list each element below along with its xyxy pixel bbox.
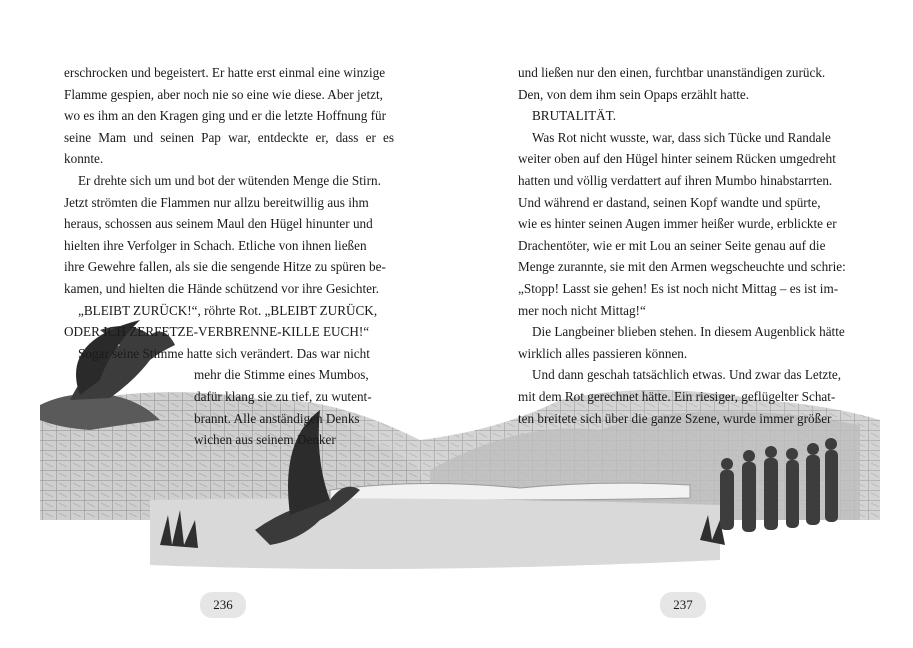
right-page-text xyxy=(518,62,849,429)
text-line: Die Langbeiner blieben stehen. In diesem Augenblick hätte xyxy=(532,324,845,340)
text-line: Sogar seine Stimme hatte sich verändert. Das war nicht xyxy=(78,345,370,361)
text-line: Was Rot nicht wusste, war, dass sich Tücke und Randale xyxy=(532,129,831,145)
right-page xyxy=(456,0,913,648)
text-line: brannt. Alle anständigen Denks xyxy=(194,410,360,426)
text-line: ihre Gewehre fallen, als sie die sengende Hitze zu spüren be- xyxy=(64,259,386,275)
text-line: erschrocken und begeistert. Er hatte erst einmal eine winzige xyxy=(64,65,386,80)
text-line: ten breitete sich über die ganze Szene, wurde immer größer xyxy=(518,410,832,426)
text-line: wichen aus seinem Denker xyxy=(194,432,336,448)
text-line: Jetzt strömten die Flammen nur allzu bereitwillig aus ihm xyxy=(64,194,369,210)
text-line: mehr die Stimme eines Mumbos, xyxy=(194,367,369,383)
text-line: kamen, und hielten die Hände schützend vor ihre Gesichter. xyxy=(64,280,379,296)
text-line: und ließen nur den einen, furchtbar unanständigen zurück. xyxy=(518,65,826,80)
text-line: wirklich alles passieren können. xyxy=(518,345,688,361)
text-line: Flamme gespien, aber noch nie so eine wie diese. Aber jetzt, xyxy=(64,86,383,102)
text-line: seine Mam und seinen Pap war, entdeckte er, dass er es konnte. xyxy=(64,129,394,167)
text-line: mer noch nicht Mittag!“ xyxy=(518,302,646,318)
text-line: Menge zurannte, sie mit den Armen wegscheuchte und schrie: xyxy=(518,259,846,275)
text-line: „BLEIBT ZURÜCK!“, röhrte Rot. „BLEIBT ZURÜCK, xyxy=(78,302,378,318)
text-line: Er drehte sich um und bot der wütenden Menge die Stirn. xyxy=(78,172,381,188)
text-line: heraus, schossen aus seinem Maul den Hügel hinunter und xyxy=(64,216,373,232)
text-line: Und während er dastand, seinen Kopf wandte und spürte, xyxy=(518,194,821,210)
text-line: dafür klang sie zu tief, zu wutent- xyxy=(194,388,372,404)
text-line: „Stopp! Lasst sie gehen! Es ist noch nicht Mittag – es ist im- xyxy=(518,280,839,296)
text-line: Und dann geschah tatsächlich etwas. Und zwar das Letzte, xyxy=(532,367,842,383)
left-page xyxy=(0,0,456,648)
text-line: mit dem Rot gerechnet hätte. Ein riesiger, geflügelter Schat- xyxy=(518,388,836,404)
text-line: hatten und völlig verdattert auf ihren Mumbo hinabstarrten. xyxy=(518,172,833,188)
text-line: BRUTALITÄT. xyxy=(532,108,617,124)
page-number: 236 xyxy=(200,592,246,618)
text-line: weiter oben auf den Hügel hinter seinem Rücken umgedreht xyxy=(518,151,836,167)
text-line: wie es hinter seinen Augen immer heißer wurde, erblickte er xyxy=(518,216,837,232)
text-line: Den, von dem ihm sein Opaps erzählt hatte. xyxy=(518,86,750,102)
text-line: ODER ICH ZERFETZE-VERBRENNE-KILLE EUCH!“ xyxy=(64,324,370,340)
text-line: wo es ihm an den Kragen ging und er die letzte Hoffnung für xyxy=(64,108,387,124)
text-line: hielten ihre Verfolger in Schach. Etliche von ihnen ließen xyxy=(64,237,367,253)
left-page-text xyxy=(64,62,394,451)
page-number: 237 xyxy=(660,592,706,618)
text-line: Drachentöter, wie er mit Lou an seiner Seite genau auf die xyxy=(518,237,826,253)
